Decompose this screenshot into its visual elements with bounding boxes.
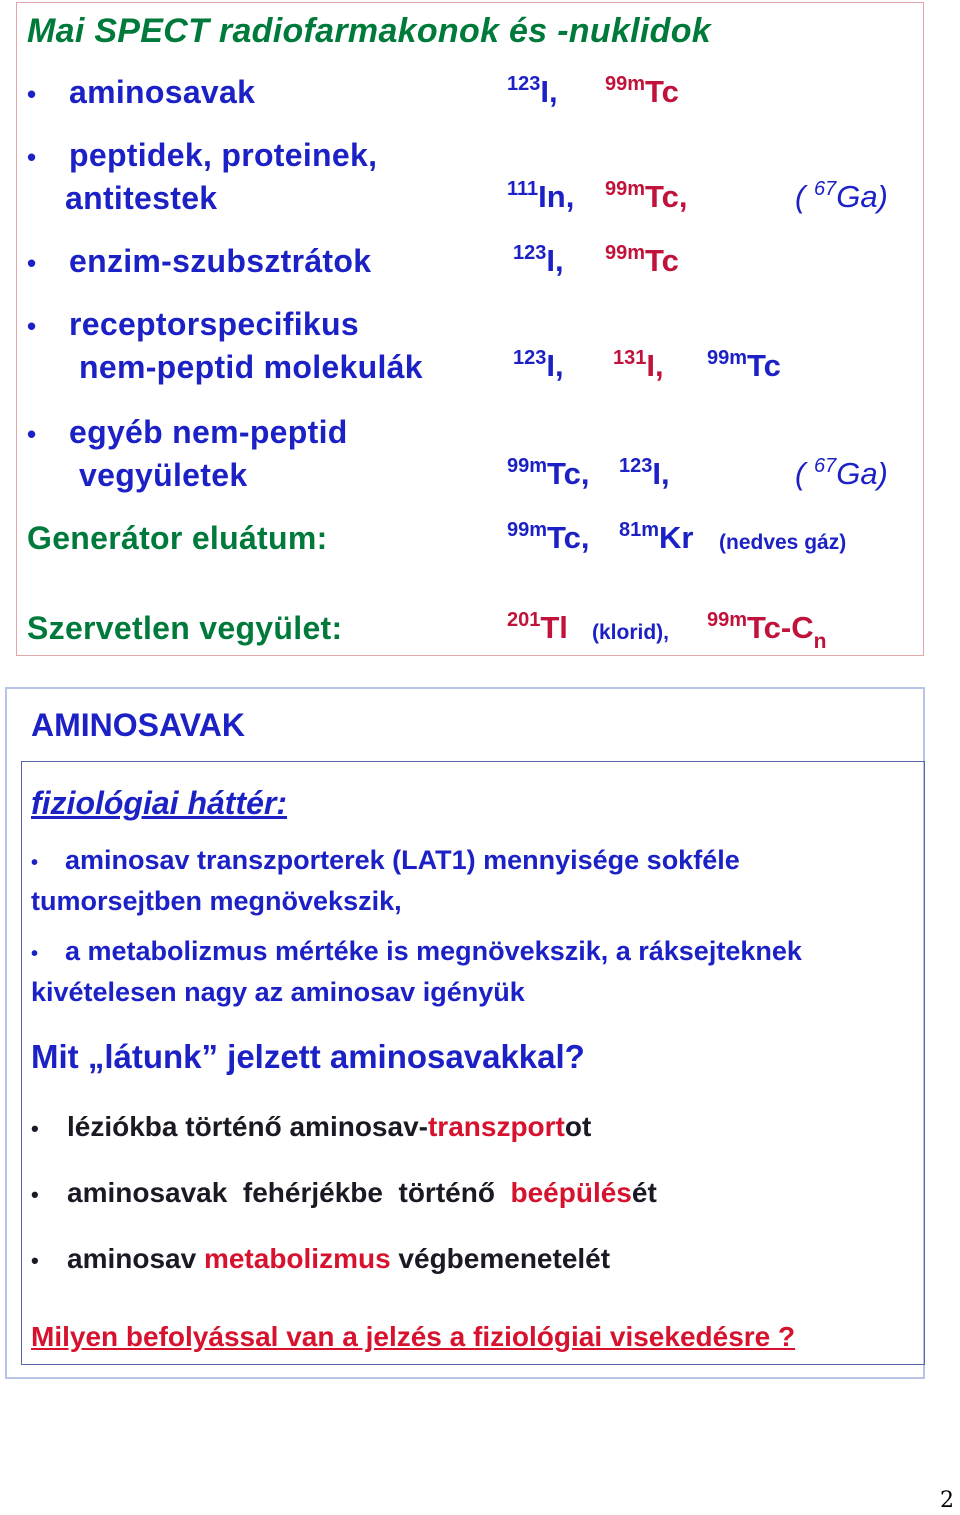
- klorid-note: (klorid),: [592, 621, 669, 644]
- bullet: •: [27, 248, 37, 278]
- bullet: •: [27, 311, 37, 341]
- bullet: •: [31, 1116, 39, 1141]
- list-item: • aminosav metabolizmus végbemenetelét: [31, 1240, 610, 1280]
- bullet: •: [31, 852, 39, 874]
- final-question: Milyen befolyással van a jelzés a fiziológiai visekedésre ?: [31, 1321, 796, 1352]
- row-term: receptorspecifikus nem-peptid molekulák: [69, 306, 423, 385]
- slide-heading: AMINOSAVAK: [31, 707, 245, 743]
- nuclide-kr81m: $^{81m}$Kr: [619, 519, 694, 555]
- page-number: 2: [940, 1488, 954, 1513]
- row-term: peptidek, proteinek, antitestek: [65, 137, 378, 216]
- nuclide-i123: $^{123}$I,: [507, 73, 558, 109]
- nuclide-i123: $^{123}$I,: [619, 455, 670, 491]
- nuclide-tc99m: $^{99m}$Tc,: [507, 519, 590, 555]
- generator-label: Generátor eluátum:: [27, 520, 328, 556]
- subheading: fiziológiai háttér:: [31, 785, 287, 821]
- slide-aminosavak: [5, 687, 925, 1379]
- question: Mit „látunk” jelzett aminosavakkal?: [31, 1038, 585, 1075]
- nuclide-i131: $^{131}$I,: [613, 347, 664, 383]
- row-term: aminosavak: [69, 74, 256, 110]
- nuclide-tc99m: $^{99m}$Tc: [605, 73, 679, 109]
- nuclide-tl201: $^{201}$Tl: [507, 609, 568, 645]
- nuclide-tc99m: $^{99m}$Tc,: [507, 455, 590, 491]
- nuclide-ga67: ( $^{67}$Ga): [795, 178, 888, 214]
- row-term: enzim-szubsztrátok: [69, 243, 372, 279]
- row-term: egyéb nem-peptid vegyületek: [69, 414, 348, 493]
- bullet: •: [31, 1248, 39, 1273]
- nuclide-tc99m: $^{99m}$Tc: [605, 242, 679, 278]
- nuclide-tc99m-cn: $^{99m}Tc-C_n$: [707, 609, 827, 653]
- bullet-paragraph-2: [31, 932, 911, 1011]
- bullet: •: [31, 943, 39, 965]
- nuclide-i123: $^{123}$I,: [513, 347, 564, 383]
- bullet: •: [31, 1182, 39, 1207]
- bullet-paragraph-1: [31, 841, 911, 920]
- nedves-gaz-note: (nedves gáz): [719, 531, 847, 554]
- bullet: •: [27, 79, 37, 109]
- list-item: • léziókba történő aminosav-transzportot: [31, 1108, 591, 1148]
- list-item: • aminosavak fehérjékbe történő beépülését: [31, 1174, 657, 1214]
- inorganic-label: Szervetlen vegyület:: [27, 610, 343, 646]
- slide-radiopharmaceuticals: [16, 2, 924, 656]
- nuclide-in111: $^{111}$In,: [507, 178, 575, 214]
- nuclide-i123: $^{123}$I,: [513, 242, 564, 278]
- bullet: •: [27, 419, 37, 449]
- bullet: •: [27, 142, 37, 172]
- nuclide-tc99m: $^{99m}$Tc: [707, 347, 781, 383]
- nuclide-ga67: ( $^{67}$Ga): [795, 455, 888, 491]
- nuclide-tc99m: $^{99m}$Tc,: [605, 178, 688, 214]
- slide-title: Mai SPECT radiofarmakonok és -nuklidok: [27, 12, 711, 50]
- bullet-text: a metabolizmus mértéke is megnövekszik, a ráksejteknek kivételesen nagy az aminosav igényük: [31, 936, 802, 1007]
- bullet-text: aminosav transzporterek (LAT1) mennyisége sokféle tumorsejtben megnövekszik,: [31, 845, 740, 916]
